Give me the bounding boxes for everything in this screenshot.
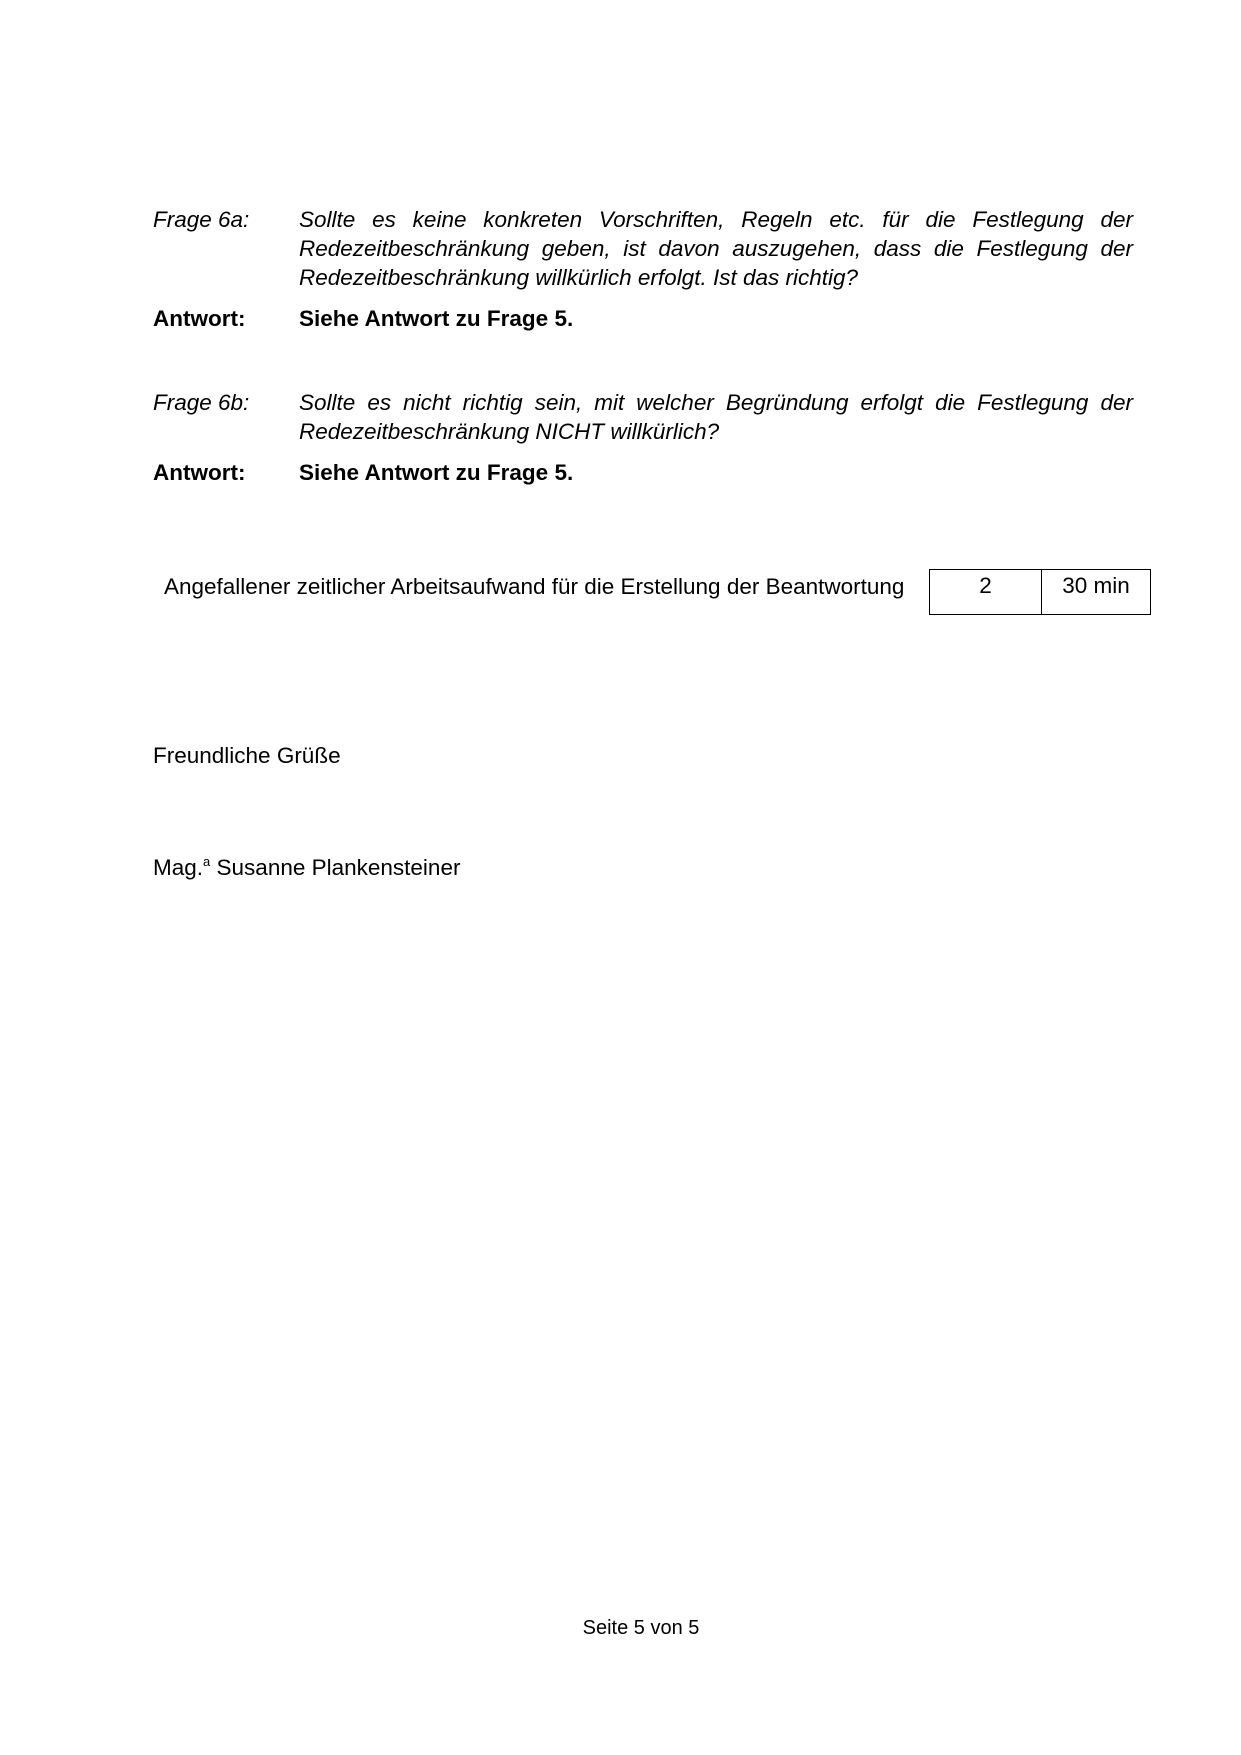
- question-6b-text: Sollte es nicht richtig sein, mit welcher Begründung erfolgt die Festlegung der Redezeitbeschränkung NICHT willkürlich?: [299, 390, 1133, 444]
- answer-6a-row: [153, 304, 1133, 333]
- greeting: Freundliche Grüße: [153, 743, 341, 768]
- signature-name: Susanne Plankensteiner: [216, 855, 461, 880]
- answer-6b-label: Antwort:: [153, 460, 246, 485]
- answer-6b-text: Siehe Antwort zu Frage 5.: [299, 460, 574, 485]
- page-number: Seite 5 von 5: [582, 1617, 700, 1639]
- question-6b-row: [153, 388, 1133, 446]
- effort-label: Angefallener zeitlicher Arbeitsaufwand für die Erstellung der Beantwortung: [164, 574, 905, 599]
- effort-table: [929, 569, 1151, 615]
- effort-minutes: 30 min: [1062, 573, 1130, 598]
- question-6a: [153, 205, 1133, 333]
- question-6a-text: Sollte es keine konkreten Vorschriften, Regeln etc. für die Festlegung der Redezeitbeschränkung geben, ist davon auszugehen, dass die Festlegung der Redezeitbeschränkung willkürlich erfolgt. Ist das richtig?: [299, 207, 1133, 290]
- signature-superscript: a: [203, 854, 211, 869]
- signature: [153, 853, 460, 882]
- answer-6b-row: [153, 458, 1133, 487]
- question-6a-label: Frage 6a:: [153, 207, 250, 232]
- question-6b: [153, 388, 1133, 487]
- question-6a-row: [153, 205, 1133, 292]
- effort-hours: 2: [930, 570, 1042, 614]
- signature-prefix: Mag.: [153, 855, 204, 880]
- answer-6a-text: Siehe Antwort zu Frage 5.: [299, 306, 574, 331]
- answer-6a-label: Antwort:: [153, 306, 246, 331]
- question-6b-label: Frage 6b:: [153, 390, 250, 415]
